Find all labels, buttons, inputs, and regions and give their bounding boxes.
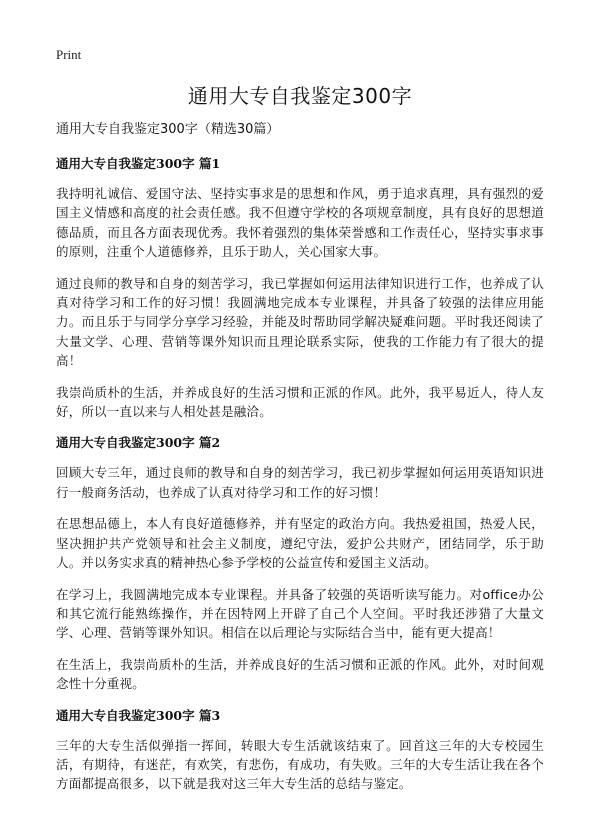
paragraph: 三年的大专生活似弹指一挥间，转眼大专生活就该结束了。回首这三年的大专校园生活，有期待，有迷茫，有欢笑，有悲伤，有成功，有失败。三年的大专生活让我在各个方面都提高很多，以下就是我对这三年大专生活的总结与鉴定。	[56, 737, 544, 792]
article-subtitle: 通用大专自我鉴定300字（精选30篇）	[56, 122, 280, 137]
section-1	[56, 154, 544, 421]
paragraph: 我持明礼诚信、爱国守法、坚持实事求是的思想和作风，勇于追求真理，具有强烈的爱国主义情感和高度的社会责任感。我不但遵守学校的各项规章制度，具有良好的思想道德品质，而且各方面表现优秀。我怀着强烈的集体荣誉感和工作责任心，坚持实事求事的原则，注重个人道德修养，且乐于助人，关心国家大事。	[56, 186, 544, 260]
section-heading: 通用大专自我鉴定300字 篇2	[56, 435, 221, 451]
section-heading: 通用大专自我鉴定300字 篇1	[56, 156, 221, 171]
section-heading: 通用大专自我鉴定300字 篇3	[56, 707, 221, 723]
paragraph: 在生活上，我崇尚质朴的生活，并养成良好的生活习惯和正派的作风。此外，对时间观念性十分重视。	[56, 656, 544, 692]
paragraph: 在思想品德上，本人有良好道德修养，并有坚定的政治方向。我热爱祖国，热爱人民，坚决拥护共产党领导和社会主义制度，遵纪守法，爱护公共财产，团结同学，乐于助人。并以务实求真的精神热心参予学校的公益宣传和爱国主义活动。	[56, 516, 544, 571]
article-body	[56, 120, 544, 806]
print-link[interactable]: Print	[56, 47, 82, 62]
paragraph: 通过良师的教导和自身的刻苦学习，我已掌握如何运用法律知识进行工作，也养成了认真对待学习和工作的好习惯！我圆满地完成本专业课程，并具备了较强的法律应用能力。而且乐于与同学分享学习经验，并能及时帮助同学解决疑难问题。平时我还阅读了大量文学、心理、营销等课外知识而且理论联系实际，使我的工作能力有了很大的提高！	[56, 275, 544, 369]
section-2	[56, 433, 544, 693]
paragraph: 我崇尚质朴的生活，并养成良好的生活习惯和正派的作风。此外，我平易近人，待人友好，所以一直以来与人相处甚是融洽。	[56, 384, 544, 420]
page-title: 通用大专自我鉴定300字	[187, 84, 413, 108]
paragraph: 回顾大专三年，通过良师的教导和自身的刻苦学习，我已初步掌握如何运用英语知识进行一般商务活动，也养成了认真对待学习和工作的好习惯！	[56, 465, 544, 500]
paragraph: 在学习上，我圆满地完成本专业课程。并具备了较强的英语听读写能力。对office办公和其它流行能熟练操作，并在因特网上开辟了自己个人空间。平时我还涉猎了大量文学、心理、营销等课外知识。相信在以后理论与实际结合当中，能有更大提高！	[56, 586, 544, 641]
section-3	[56, 706, 544, 794]
